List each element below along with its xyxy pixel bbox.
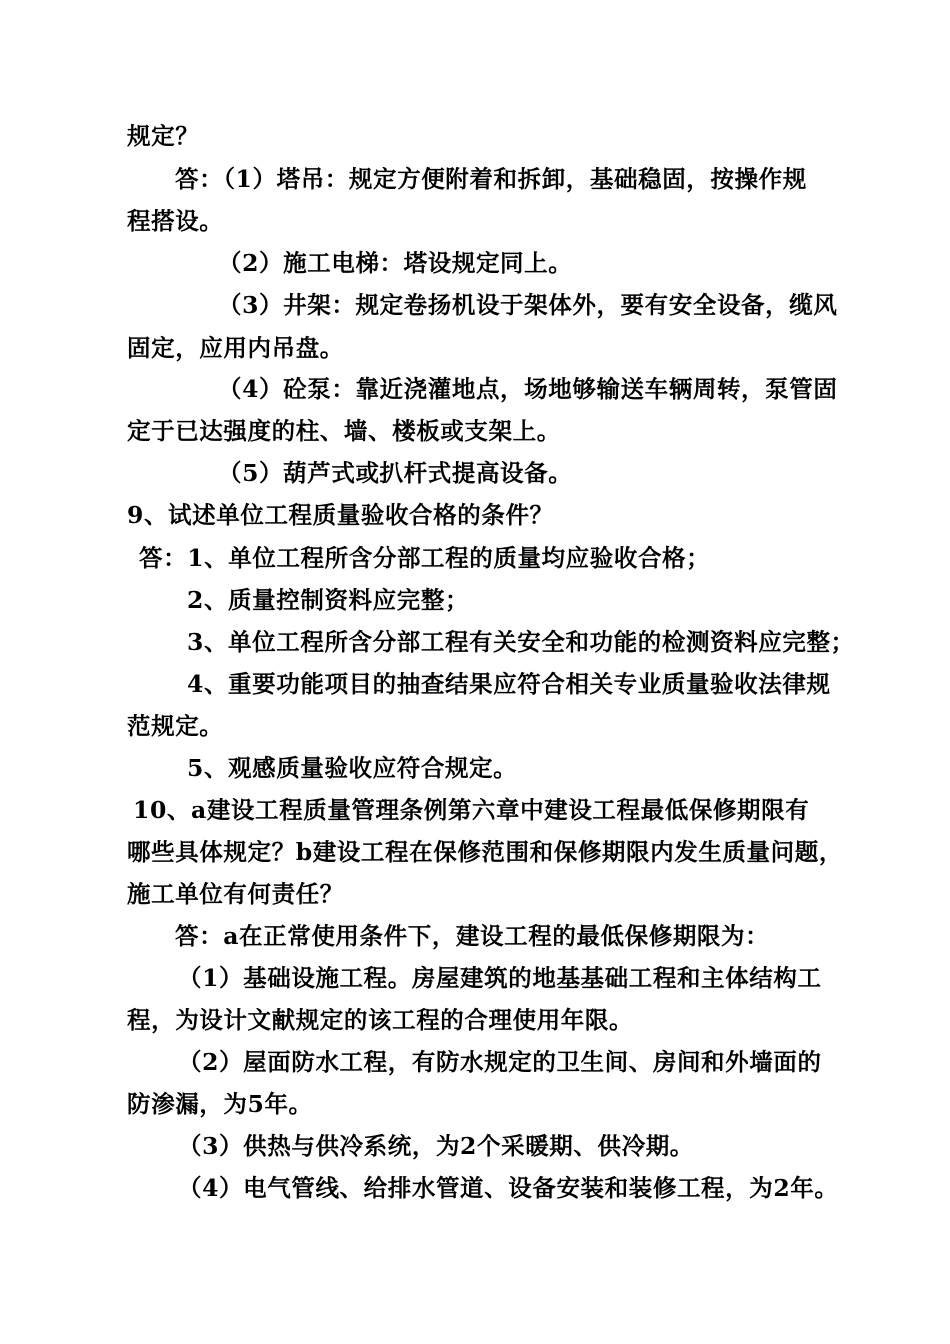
- text-line: 程，为设计文献规定的该工程的合理使用年限。: [127, 1006, 634, 1034]
- text-line: （2）屋面防水工程，有防水规定的卫生间、房间和外墙面的: [178, 1048, 822, 1076]
- text-line: （3）供热与供冷系统，为2个采暖期、供冷期。: [178, 1132, 694, 1160]
- text-line: 5、观感质量验收应符合规定。: [187, 754, 518, 782]
- text-line: 答：a在正常使用条件下，建设工程的最低保修期限为：: [175, 922, 770, 950]
- text-line: 范规定。: [127, 712, 224, 740]
- text-line: （5）葫芦式或扒杆式提高设备。: [218, 459, 573, 487]
- text-line: 9、试述单位工程质量验收合格的条件？: [127, 501, 554, 529]
- text-line: 2、质量控制资料应完整；: [187, 586, 470, 614]
- text-line: 施工单位有何责任？: [127, 880, 344, 908]
- text-line: （4）砼泵：靠近浇灌地点，场地够输送车辆周转，泵管固: [218, 375, 838, 403]
- text-line: （4）电气管线、给排水管道、设备安装和装修工程，为2年。: [178, 1174, 839, 1202]
- text-line: 答：1、单位工程所含分部工程的质量均应验收合格；: [139, 544, 711, 572]
- text-line: 定于已达强度的柱、墙、楼板或支架上。: [127, 417, 561, 445]
- text-line: 程搭设。: [127, 207, 224, 235]
- text-line: （2）施工电梯：塔设规定同上。: [218, 249, 573, 277]
- text-line: 固定，应用内吊盘。: [127, 334, 344, 362]
- text-line: 4、重要功能项目的抽查结果应符合相关专业质量验收法律规: [187, 670, 831, 698]
- text-line: 答：（1）塔吊：规定方便附着和拆卸，基础稳固，按操作规: [175, 165, 807, 193]
- text-line: （3）井架：规定卷扬机设于架体外，要有安全设备，缆风: [218, 291, 838, 319]
- text-line: 规定？: [127, 122, 200, 150]
- text-line: 哪些具体规定？b建设工程在保修范围和保修期限内发生质量问题，: [127, 838, 843, 866]
- text-line: 防渗漏，为5年。: [127, 1090, 313, 1118]
- text-line: 3、单位工程所含分部工程有关安全和功能的检测资料应完整；: [187, 628, 855, 656]
- text-line: 10、a建设工程质量管理条例第六章中建设工程最低保修期限有: [133, 796, 810, 824]
- text-line: （1）基础设施工程。房屋建筑的地基基础工程和主体结构工: [178, 964, 822, 992]
